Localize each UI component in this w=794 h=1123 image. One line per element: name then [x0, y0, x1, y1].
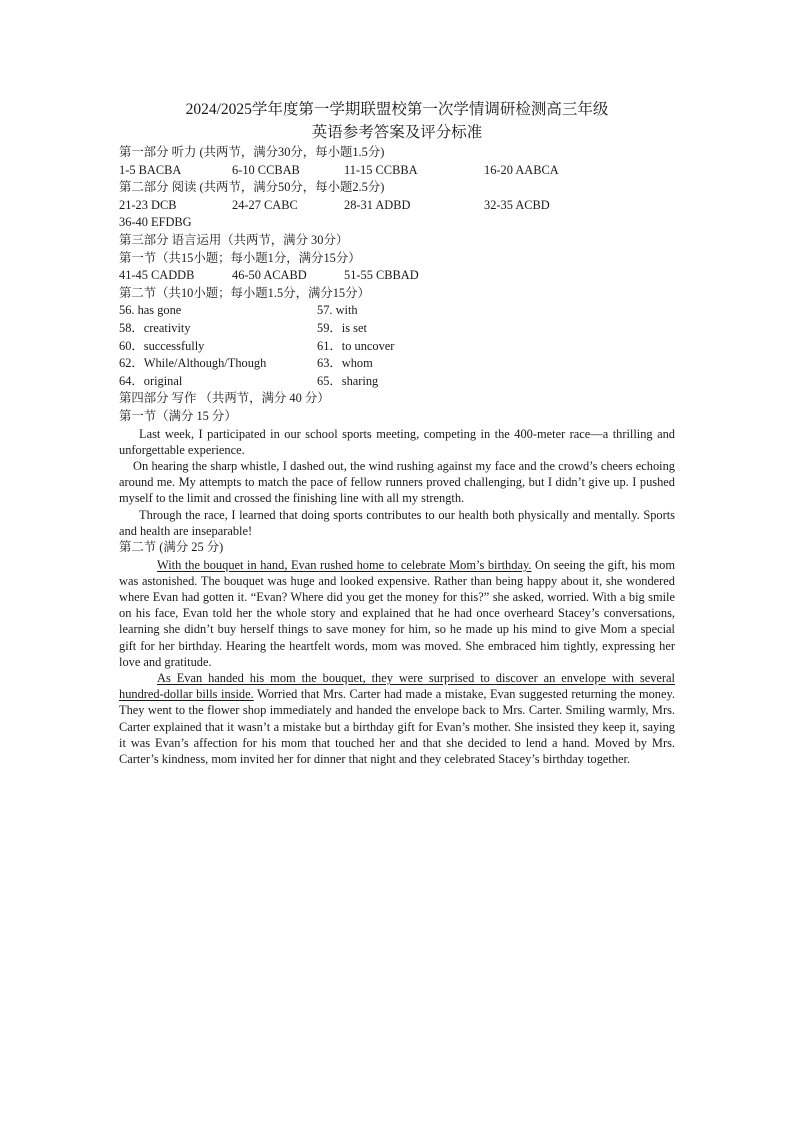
part4-section2-heading: 第二节 (满分 25 分) — [119, 539, 224, 554]
part4-heading: 第四部分 写作 （共两节，满分 40 分） — [119, 391, 330, 406]
part2-heading: 第二部分 阅读 (共两节，满分50分，每小题2.5分) — [119, 180, 385, 195]
fill-blank-answer: 57. with — [317, 303, 358, 318]
part4-section1-heading: 第一节（满分 15 分） — [119, 408, 237, 423]
fill-blank-row — [119, 320, 675, 338]
part2-answer-extra: 36-40 EFDBG — [119, 215, 192, 230]
fill-blank-row — [119, 373, 675, 391]
part3-section1-heading: 第一节（共15小题；每小题1分，满分15分） — [119, 250, 361, 265]
fill-blank-row — [119, 338, 675, 356]
answer-group: 51-55 CBBAD — [344, 268, 419, 283]
answer-group: 41-45 CADDB — [119, 268, 195, 283]
fill-blank-row — [119, 355, 675, 373]
paragraph-text: Worried that Mrs. Carter had made a mistake, Evan suggested returning the money. They went to the flower shop immediately and handed the envelope back to Mrs. Carter. Smiling warmly, Mrs. Carter explained that it wasn’t a mistake but a birthday gift for Evan’s mother. She insisted they keep it, saying it was Evan’s affection for his mom that touched her and that she decided to lend a hand. Moved by Mrs. Carter’s kindness, mom invited her for dinner that night and they celebrated Stacey’s birthday together. — [119, 687, 675, 766]
answer-group: 24-27 CABC — [232, 197, 298, 212]
given-opening-sentence: As Evan handed his mom the bouquet, they were surprised to discover an envelope with several hundred-dollar bills inside. — [119, 670, 675, 702]
paragraph-text: On seeing the gift, his mom was astonished. The bouquet was huge and looked expensive. Rather than being happy about it, she wondered where Evan had gotten it. “Evan? Where did you get the money for this?” she asked, worried. With a big smile on his face, Evan told her the whole story and explained that he had once overheard Stacey’s conversations, learning she didn’t buy herself things to save money for him, so he made up his mind to give Mom a special gift for her birthday. Hearing the heartfelt words, mom was moved. She embraced him tightly, expressing her love and gratitude. — [119, 557, 675, 669]
fill-blank-answer: 62．While/Although/Though — [119, 356, 267, 371]
fill-blank-answer: 65．sharing — [317, 373, 379, 388]
fill-blank-answer: 58．creativity — [119, 320, 191, 335]
given-opening-sentence: With the bouquet in hand, Evan rushed home to celebrate Mom’s birthday. — [157, 557, 532, 572]
essay-paragraph: On hearing the sharp whistle, I dashed out, the wind rushing against my face and the crowd’s cheers echoing around me. My attempts to match the pace of fellow runners proved challenging, but I didn’t give up. I pushed myself to the limit and crossed the finishing line with all my strength. — [119, 458, 675, 506]
part1-answer-row — [119, 162, 675, 180]
fill-blank-answer: 56. has gone — [119, 303, 182, 318]
fill-blank-answer: 63．whom — [317, 356, 373, 371]
continuation-paragraph-1 — [119, 557, 675, 670]
essay-paragraph: Last week, I participated in our school sports meeting, competing in the 400-meter race—a thrilling and unforgettable experience. — [119, 426, 675, 457]
part2-answer-row — [119, 197, 675, 215]
answer-group: 6-10 CCBAB — [232, 162, 300, 177]
answer-group: 28-31 ADBD — [344, 197, 411, 212]
fill-blank-answer: 61．to uncover — [317, 338, 395, 353]
part3-section1-answer-row — [119, 267, 675, 285]
part3-heading: 第三部分 语言运用（共两节，满分 30分） — [119, 232, 349, 247]
answer-group: 16-20 AABCA — [484, 162, 559, 177]
part3-section2-heading: 第二节（共10小题；每小题1.5分，满分15分） — [119, 285, 370, 300]
fill-blank-row — [119, 302, 675, 320]
answer-group: 21-23 DCB — [119, 197, 177, 212]
fill-blank-answer: 64．original — [119, 373, 183, 388]
document-title-line1: 2024/2025学年度第一学期联盟校第一次学情调研检测高三年级 — [185, 101, 609, 118]
part1-heading: 第一部分 听力 (共两节，满分30分，每小题1.5分) — [119, 145, 385, 159]
answer-group: 32-35 ACBD — [484, 197, 550, 212]
fill-blank-answer: 60．successfully — [119, 338, 205, 353]
answer-group: 11-15 CCBBA — [344, 162, 418, 177]
essay-paragraph: Through the race, I learned that doing sports contributes to our health both physically and mentally. Sports and health are inseparable! — [119, 507, 675, 538]
answer-group: 46-50 ACABD — [232, 268, 307, 283]
continuation-paragraph-2 — [119, 670, 675, 767]
answer-key-page — [119, 98, 675, 767]
answer-group: 1-5 BACBA — [119, 162, 182, 177]
fill-blank-answer: 59．is set — [317, 320, 367, 335]
document-title-line2: 英语参考答案及评分标准 — [311, 124, 483, 141]
